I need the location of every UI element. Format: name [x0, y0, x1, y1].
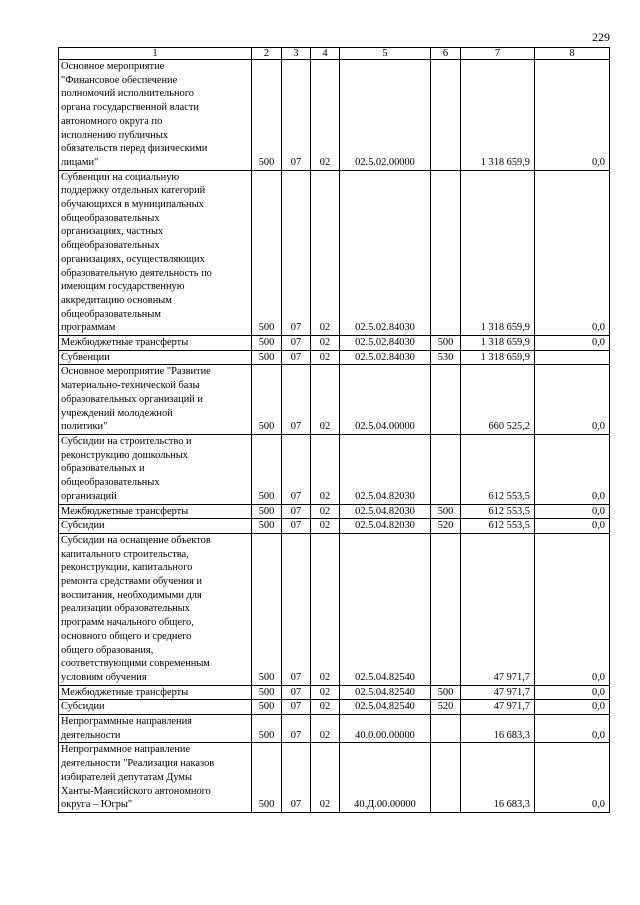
header-cell: 8 — [535, 48, 610, 60]
row-expense-type: 500 — [431, 504, 461, 519]
row-target-article: 02.5.02.84030 — [340, 350, 431, 365]
row-admin-code: 500 — [252, 350, 282, 365]
row-target-article: 02.5.02.00000 — [340, 60, 431, 171]
row-section: 07 — [282, 700, 311, 715]
header-cell: 2 — [252, 48, 282, 60]
row-section: 07 — [282, 743, 311, 813]
table-row — [59, 365, 610, 435]
row-admin-code: 500 — [252, 170, 282, 335]
header-cell: 4 — [311, 48, 340, 60]
row-name: Субсидии — [59, 519, 252, 534]
row-amount: 1 318 659,9 — [461, 350, 535, 365]
row-expense-type: 500 — [431, 336, 461, 351]
row-subsection: 02 — [311, 60, 340, 171]
row-expense-type: 520 — [431, 519, 461, 534]
row-subsection: 02 — [311, 350, 340, 365]
row-amount: 612 553,5 — [461, 504, 535, 519]
row-federal-amount: 0,0 — [535, 60, 610, 171]
row-target-article: 02.5.04.82540 — [340, 685, 431, 700]
table-row — [59, 170, 610, 335]
row-amount: 1 318 659,9 — [461, 336, 535, 351]
row-target-article: 40.Д.00.00000 — [340, 743, 431, 813]
table-row — [59, 336, 610, 351]
row-expense-type — [431, 743, 461, 813]
row-federal-amount: 0,0 — [535, 685, 610, 700]
row-target-article: 02.5.02.84030 — [340, 336, 431, 351]
row-target-article: 02.5.02.84030 — [340, 170, 431, 335]
row-federal-amount: 0,0 — [535, 700, 610, 715]
row-subsection: 02 — [311, 715, 340, 743]
row-federal-amount: 0,0 — [535, 715, 610, 743]
row-expense-type — [431, 170, 461, 335]
row-section: 07 — [282, 715, 311, 743]
row-federal-amount: 0,0 — [535, 365, 610, 435]
row-admin-code: 500 — [252, 685, 282, 700]
row-amount: 660 525,2 — [461, 365, 535, 435]
row-expense-type — [431, 533, 461, 685]
row-admin-code: 500 — [252, 60, 282, 171]
budget-table — [58, 47, 610, 813]
row-amount: 47 971,7 — [461, 685, 535, 700]
row-target-article: 02.5.04.82540 — [340, 533, 431, 685]
row-subsection: 02 — [311, 434, 340, 504]
row-federal-amount: 0,0 — [535, 519, 610, 534]
row-expense-type: 500 — [431, 685, 461, 700]
row-section: 07 — [282, 170, 311, 335]
row-expense-type — [431, 365, 461, 435]
row-admin-code: 500 — [252, 743, 282, 813]
row-subsection: 02 — [311, 743, 340, 813]
row-admin-code: 500 — [252, 365, 282, 435]
row-subsection: 02 — [311, 519, 340, 534]
row-section: 07 — [282, 60, 311, 171]
row-name: Межбюджетные трансферты — [59, 685, 252, 700]
header-cell: 1 — [59, 48, 252, 60]
row-target-article: 02.5.04.82540 — [340, 700, 431, 715]
row-subsection: 02 — [311, 700, 340, 715]
table-row — [59, 519, 610, 534]
header-cell: 6 — [431, 48, 461, 60]
row-amount: 1 318 659,9 — [461, 60, 535, 171]
row-admin-code: 500 — [252, 504, 282, 519]
row-name: Непрограммное направление деятельности "Реализация наказов избирателей депутатам Думы Ханты-Мансийского автономного округа – Югры" — [59, 743, 252, 813]
row-federal-amount: 0,0 — [535, 336, 610, 351]
row-name: Основное мероприятие "Финансовое обеспечение полномочий исполнительного органа государственной власти автономного округа по исполнению публичных обязательств перед физическими лицами" — [59, 60, 252, 171]
row-section: 07 — [282, 350, 311, 365]
row-name: Субсидии — [59, 700, 252, 715]
header-cell: 5 — [340, 48, 431, 60]
row-section: 07 — [282, 533, 311, 685]
row-section: 07 — [282, 685, 311, 700]
page-number: 229 — [592, 30, 610, 44]
row-admin-code: 500 — [252, 434, 282, 504]
row-admin-code: 500 — [252, 336, 282, 351]
row-federal-amount: 0,0 — [535, 504, 610, 519]
row-expense-type — [431, 60, 461, 171]
row-amount: 612 553,5 — [461, 434, 535, 504]
row-section: 07 — [282, 504, 311, 519]
table-row — [59, 700, 610, 715]
row-amount: 16 683,3 — [461, 743, 535, 813]
row-amount: 47 971,7 — [461, 533, 535, 685]
row-subsection: 02 — [311, 336, 340, 351]
row-expense-type — [431, 715, 461, 743]
table-row — [59, 685, 610, 700]
row-section: 07 — [282, 519, 311, 534]
row-target-article: 02.5.04.82030 — [340, 519, 431, 534]
row-amount: 1 318 659,9 — [461, 170, 535, 335]
row-subsection: 02 — [311, 504, 340, 519]
table-row — [59, 715, 610, 743]
row-name: Субсидии на строительство и реконструкцию дошкольных образовательных и общеобразовательных организаций — [59, 434, 252, 504]
row-amount: 16 683,3 — [461, 715, 535, 743]
row-federal-amount — [535, 350, 610, 365]
row-subsection: 02 — [311, 533, 340, 685]
table-header-row — [59, 48, 610, 60]
row-admin-code: 500 — [252, 533, 282, 685]
row-amount: 612 553,5 — [461, 519, 535, 534]
table-row — [59, 533, 610, 685]
row-subsection: 02 — [311, 365, 340, 435]
header-cell: 3 — [282, 48, 311, 60]
row-federal-amount: 0,0 — [535, 743, 610, 813]
row-section: 07 — [282, 365, 311, 435]
row-name: Межбюджетные трансферты — [59, 336, 252, 351]
header-cell: 7 — [461, 48, 535, 60]
row-target-article: 02.5.04.82030 — [340, 434, 431, 504]
row-admin-code: 500 — [252, 519, 282, 534]
row-subsection: 02 — [311, 685, 340, 700]
row-admin-code: 500 — [252, 715, 282, 743]
row-name: Субвенции — [59, 350, 252, 365]
table-row — [59, 504, 610, 519]
row-name: Основное мероприятие "Развитие материально-технической базы образовательных организаций и учреждений молодежной политики" — [59, 365, 252, 435]
row-federal-amount: 0,0 — [535, 533, 610, 685]
table-row — [59, 60, 610, 171]
row-name: Межбюджетные трансферты — [59, 504, 252, 519]
row-name: Непрограммные направления деятельности — [59, 715, 252, 743]
row-section: 07 — [282, 336, 311, 351]
table-row — [59, 434, 610, 504]
row-amount: 47 971,7 — [461, 700, 535, 715]
row-federal-amount: 0,0 — [535, 434, 610, 504]
row-target-article: 40.0.00.00000 — [340, 715, 431, 743]
row-name: Субсидии на оснащение объектов капитального строительства, реконструкции, капитального ремонта средствами обучения и воспитания, необходимыми для реализации образовательных программ начального общего, основного общего и среднего общего образования, соответствующими современным условиям обучения — [59, 533, 252, 685]
row-target-article: 02.5.04.00000 — [340, 365, 431, 435]
row-federal-amount: 0,0 — [535, 170, 610, 335]
row-target-article: 02.5.04.82030 — [340, 504, 431, 519]
row-subsection: 02 — [311, 170, 340, 335]
row-admin-code: 500 — [252, 700, 282, 715]
row-name: Субвенции на социальную поддержку отдельных категорий обучающихся в муниципальных общеобразовательных организациях, частных общеобразовательных организациях, осуществляющих образовательную деятельность по имеющим государственную аккредитацию основным общеобразовательным программам — [59, 170, 252, 335]
table-row — [59, 743, 610, 813]
row-section: 07 — [282, 434, 311, 504]
row-expense-type: 530 — [431, 350, 461, 365]
row-expense-type: 520 — [431, 700, 461, 715]
table-row — [59, 350, 610, 365]
row-expense-type — [431, 434, 461, 504]
